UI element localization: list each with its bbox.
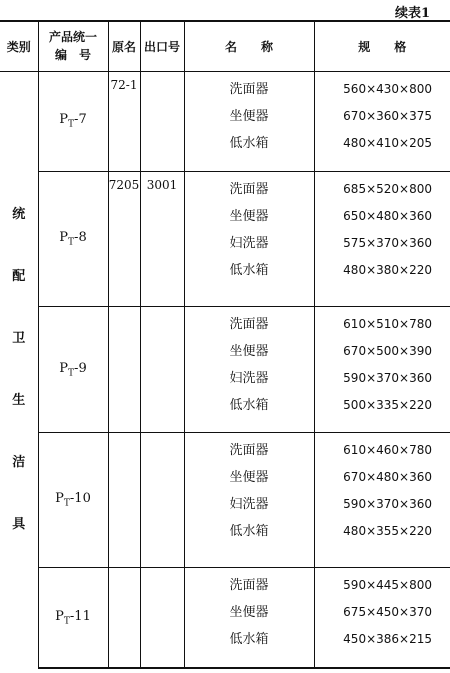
group-row (0, 433, 450, 568)
product-code-letter: P (59, 230, 69, 246)
item-specs-cell (314, 567, 450, 668)
item-name: 低水箱 (229, 263, 269, 279)
export-no-cell (140, 306, 184, 432)
product-code-suffix: -7 (74, 112, 87, 128)
export-no-cell (140, 433, 184, 568)
item-names-cell (184, 71, 314, 172)
product-code-subscript: T (63, 616, 70, 627)
category-char: 生 (12, 392, 26, 408)
item-names-cell (184, 172, 314, 307)
header-category: 类别 (0, 21, 38, 71)
category-cell (0, 71, 38, 668)
product-code (38, 172, 108, 307)
header-code-line1: 产品统一 (48, 30, 97, 45)
category-char: 卫 (12, 330, 26, 346)
item-specs-cell (314, 172, 450, 307)
item-names-cell (184, 433, 314, 568)
group-row (0, 172, 450, 307)
group-row (0, 71, 450, 172)
category-char: 洁 (12, 454, 26, 470)
item-spec: 575×370×360 (343, 236, 432, 251)
item-name: 坐便器 (229, 470, 269, 486)
item-names-cell (184, 567, 314, 668)
item-name: 低水箱 (229, 524, 269, 540)
item-name: 坐便器 (229, 209, 269, 225)
export-no-cell (140, 71, 184, 172)
item-name: 妇洗器 (229, 370, 269, 386)
item-spec: 480×380×220 (343, 263, 432, 278)
header-row (0, 21, 450, 71)
item-name: 低水箱 (229, 135, 269, 151)
product-code-suffix: -8 (74, 230, 87, 246)
header-name: 名 称 (184, 21, 314, 71)
category-char: 统 (12, 206, 26, 222)
product-code (38, 433, 108, 568)
product-code-letter: P (55, 491, 64, 507)
product-code-suffix: -9 (74, 360, 87, 376)
table-body (0, 71, 450, 668)
item-name: 洗面器 (229, 81, 269, 97)
item-specs-cell (314, 306, 450, 432)
item-spec: 590×370×360 (343, 497, 432, 512)
item-spec: 670×480×360 (343, 470, 432, 485)
product-code-subscript: T (68, 120, 75, 131)
item-name: 洗面器 (229, 182, 269, 198)
item-spec: 610×460×780 (343, 443, 432, 458)
item-name: 妇洗器 (229, 497, 269, 513)
item-spec: 590×445×800 (343, 577, 432, 592)
item-spec: 685×520×800 (343, 182, 432, 197)
item-spec: 670×500×390 (343, 343, 432, 358)
item-name: 坐便器 (229, 343, 269, 359)
item-name: 坐便器 (229, 108, 269, 124)
product-code-subscript: T (68, 237, 75, 248)
product-code (38, 71, 108, 172)
item-names-cell (184, 306, 314, 432)
product-code-letter: P (59, 360, 69, 376)
product-code-subscript: T (63, 498, 70, 509)
header-original-name: 原名 (108, 21, 140, 71)
group-row (0, 306, 450, 432)
original-name-cell (108, 567, 140, 668)
item-name: 洗面器 (229, 577, 269, 593)
header-code (38, 21, 108, 71)
item-name: 低水箱 (229, 397, 269, 413)
original-name-cell: 7205 (108, 172, 140, 307)
item-name: 坐便器 (229, 604, 269, 620)
original-name-cell (108, 433, 140, 568)
product-code (38, 567, 108, 668)
group-row (0, 567, 450, 668)
item-name: 洗面器 (229, 316, 269, 332)
category-char: 配 (12, 268, 26, 284)
original-name-cell (108, 306, 140, 432)
item-spec: 480×355×220 (343, 524, 432, 539)
header-code-line2: 编 号 (54, 48, 91, 63)
header-export-no: 出口号 (140, 21, 184, 71)
item-spec: 450×386×215 (343, 631, 432, 646)
export-no-cell: 3001 (140, 172, 184, 307)
spec-table (0, 20, 450, 669)
item-specs-cell (314, 433, 450, 568)
product-code-letter: P (55, 608, 64, 624)
category-char: 具 (12, 516, 26, 532)
item-spec: 675×450×370 (343, 604, 432, 619)
product-code-suffix: -11 (69, 608, 91, 624)
product-code (38, 306, 108, 432)
item-spec: 610×510×780 (343, 316, 432, 331)
item-name: 洗面器 (229, 443, 269, 459)
export-no-cell (140, 567, 184, 668)
item-specs-cell (314, 71, 450, 172)
item-name: 妇洗器 (229, 236, 269, 252)
item-spec: 650×480×360 (343, 209, 432, 224)
product-code-letter: P (59, 112, 69, 128)
product-code-subscript: T (68, 368, 75, 379)
table-caption: 续表1 (394, 6, 430, 21)
item-spec: 590×370×360 (343, 370, 432, 385)
item-spec: 560×430×800 (343, 81, 432, 96)
item-spec: 500×335×220 (343, 397, 432, 412)
item-name: 低水箱 (229, 631, 269, 647)
product-code-suffix: -10 (69, 491, 91, 507)
item-spec: 480×410×205 (343, 135, 432, 150)
header-spec: 规 格 (314, 21, 450, 71)
item-spec: 670×360×375 (343, 108, 432, 123)
original-name-cell: 72-1 (108, 71, 140, 172)
